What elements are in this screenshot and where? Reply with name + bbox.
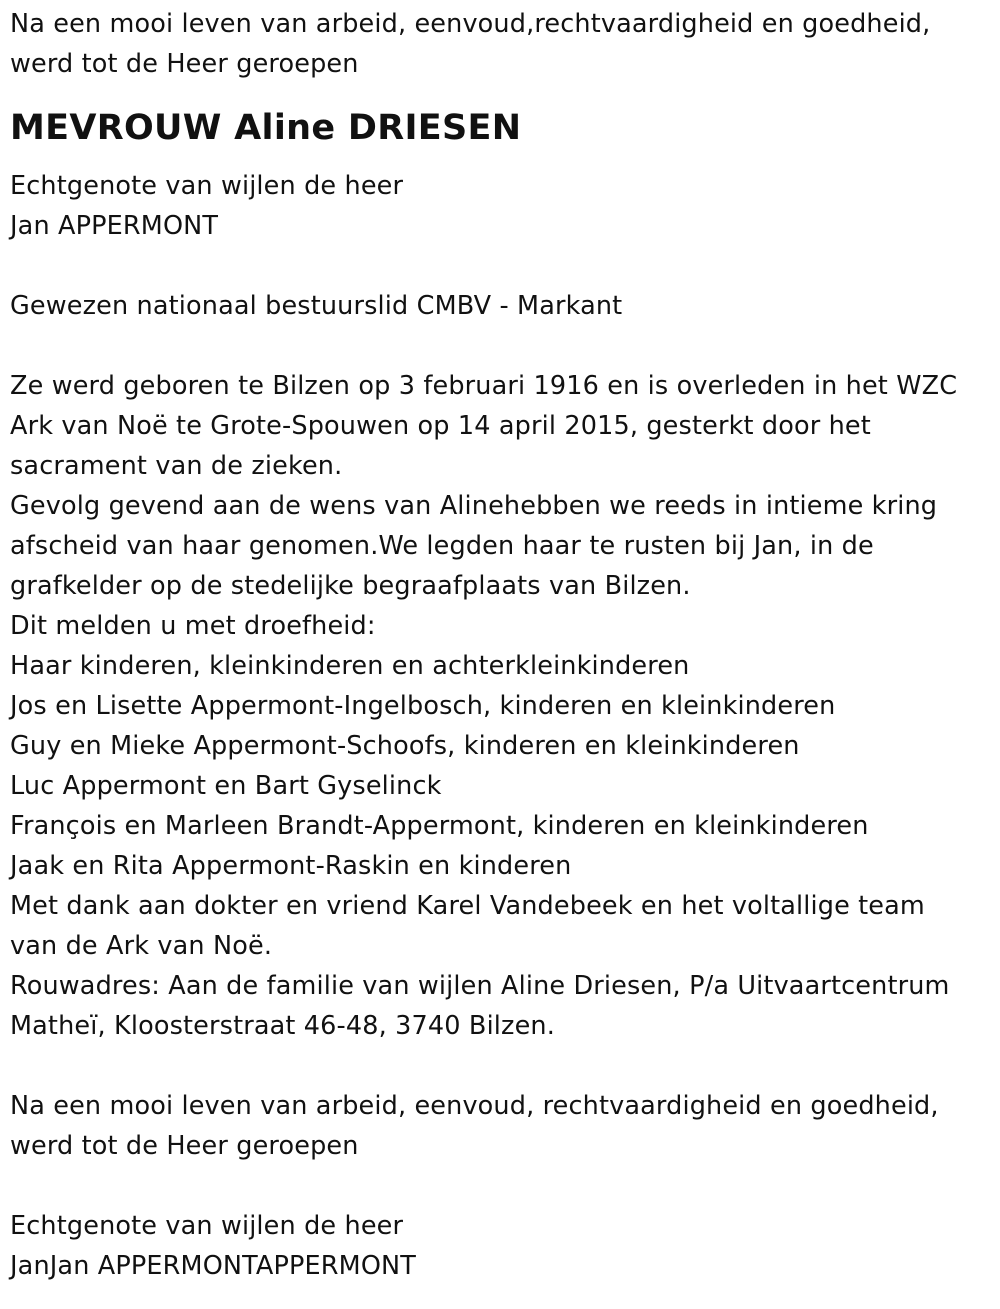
body-paragraph xyxy=(10,366,995,1046)
intro-paragraph xyxy=(10,4,995,84)
intro-line: werd tot de Heer geroepen xyxy=(10,49,359,79)
body-line: sacrament van de zieken. xyxy=(10,451,343,481)
body-line: Rouwadres: Aan de familie van wijlen Aline Driesen, P/a Uitvaartcentrum xyxy=(10,971,950,1001)
outro-line: Na een mooi leven van arbeid, eenvoud, rechtvaardigheid en goedheid, xyxy=(10,1091,939,1121)
body-line: afscheid van haar genomen.We legden haar te rusten bij Jan, in de xyxy=(10,531,874,561)
spacer xyxy=(10,1166,995,1206)
body-line: grafkelder op de stedelijke begraafplaats van Bilzen. xyxy=(10,571,691,601)
body-line: François en Marleen Brandt-Appermont, kinderen en kleinkinderen xyxy=(10,811,869,841)
body-line: Jaak en Rita Appermont-Raskin en kinderen xyxy=(10,851,572,881)
body-line: Ark van Noë te Grote-Spouwen op 14 april 2015, gesterkt door het xyxy=(10,411,871,441)
spacer xyxy=(10,1046,995,1086)
obituary-document xyxy=(10,4,995,1286)
body-line: van de Ark van Noë. xyxy=(10,931,273,961)
body-line: Gevolg gevend aan de wens van Alinehebben we reeds in intieme kring xyxy=(10,491,938,521)
spacer xyxy=(10,246,995,286)
spouse-repeat-line: JanJan APPERMONTAPPERMONT xyxy=(10,1251,416,1281)
body-line: Jos en Lisette Appermont-Ingelbosch, kinderen en kleinkinderen xyxy=(10,691,836,721)
body-line: Matheï, Kloosterstraat 46-48, 3740 Bilzen. xyxy=(10,1011,555,1041)
outro-line: werd tot de Heer geroepen xyxy=(10,1131,359,1161)
body-line: Luc Appermont en Bart Gyselinck xyxy=(10,771,442,801)
role-line: Gewezen nationaal bestuurslid CMBV - Markant xyxy=(10,291,623,321)
deceased-name-title: MEVROUW Aline DRIESEN xyxy=(10,108,522,148)
spacer xyxy=(10,326,995,366)
body-line: Met dank aan dokter en vriend Karel Vandebeek en het voltallige team xyxy=(10,891,925,921)
body-line: Ze werd geboren te Bilzen op 3 februari 1916 en is overleden in het WZC xyxy=(10,371,958,401)
body-line: Haar kinderen, kleinkinderen en achterkleinkinderen xyxy=(10,651,690,681)
body-line: Dit melden u met droefheid: xyxy=(10,611,376,641)
intro-line: Na een mooi leven van arbeid, eenvoud,rechtvaardigheid en goedheid, xyxy=(10,9,931,39)
spouse-line: Echtgenote van wijlen de heer xyxy=(10,171,404,201)
body-line: Guy en Mieke Appermont-Schoofs, kinderen en kleinkinderen xyxy=(10,731,800,761)
spouse-repeat-line: Echtgenote van wijlen de heer xyxy=(10,1211,404,1241)
spouse-line: Jan APPERMONT xyxy=(10,211,219,241)
outro-paragraph xyxy=(10,1086,995,1166)
spouse-paragraph xyxy=(10,166,995,246)
spouse-repeat-paragraph xyxy=(10,1206,995,1286)
